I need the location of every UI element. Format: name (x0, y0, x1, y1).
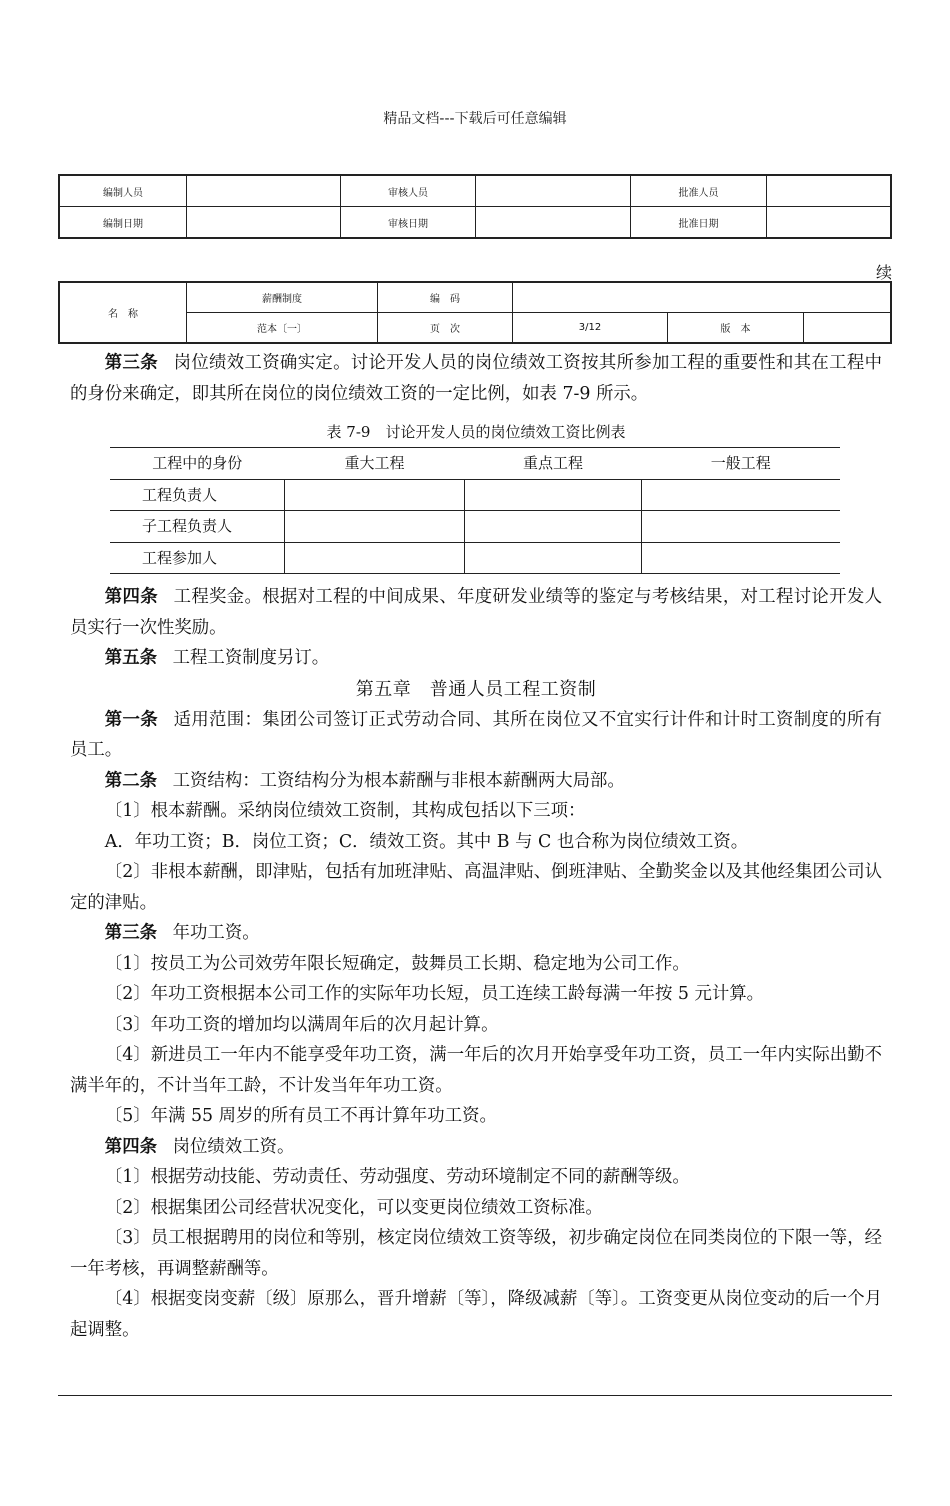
paragraph (70, 705, 882, 766)
paragraph: 〔5〕年满 55 周岁的所有员工不再计算年功工资。 (104, 1106, 497, 1126)
footer-divider (58, 1395, 892, 1396)
continued-mark: 续 (875, 263, 892, 282)
code-label: 编 码 (378, 282, 513, 313)
article-number: 第五条 (104, 648, 157, 668)
header-general: 一般工程 (642, 448, 841, 480)
chapter-heading: 第五章 普通人员工程工资制 (355, 678, 597, 700)
code-value (513, 282, 892, 313)
article-number: 第四条 (104, 1136, 157, 1157)
paragraph (70, 348, 882, 409)
paragraph: 〔3〕员工根据聘用的岗位和等别，核定岗位绩效工资等级，初步确定岗位在同类岗位的下限一等，经一年考核，再调整薪酬等。 (70, 1228, 882, 1279)
cell-prep-date-label: 编制日期 (59, 207, 187, 239)
paragraph: A．年功工资；B．岗位工资；C．绩效工资。其中 B 与 C 也合称为岗位绩效工资。 (104, 831, 749, 852)
page-label: 页 次 (378, 313, 513, 344)
article-number: 第三条 (104, 353, 158, 373)
cell-preparer-label: 编制人员 (59, 175, 187, 207)
version-value (804, 313, 892, 344)
paragraph: 〔1〕按员工为公司效劳年限长短确定，鼓舞员工长期、稳定地为公司工作。 (104, 953, 690, 974)
cell (642, 542, 841, 574)
cell-review-date-label: 审核日期 (341, 207, 476, 239)
article-text: 岗位绩效工资。 (172, 1136, 295, 1157)
name-value-1: 薪酬制度 (187, 282, 378, 313)
paragraph: 〔1〕根据劳动技能、劳动责任、劳动强度、劳动环境制定不同的薪酬等级。 (104, 1167, 690, 1187)
table-row (110, 479, 840, 511)
article-text: 年功工资。 (172, 923, 260, 943)
cell-approver-value (767, 175, 892, 207)
approval-row-preparer (59, 175, 891, 207)
paragraph (70, 1132, 882, 1163)
cell (465, 542, 642, 574)
header-key: 重点工程 (465, 448, 642, 480)
paragraph: 〔3〕年功工资的增加均以满周年后的次月起计算。 (104, 1014, 499, 1035)
paragraph (70, 766, 882, 797)
paragraph (70, 643, 882, 674)
paragraph: 〔1〕根本薪酬。采纳岗位绩效工资制，其构成包括以下三项： (104, 801, 586, 821)
table-row (110, 542, 840, 574)
paragraph: 〔4〕新进员工一年内不能享受年功工资，满一年后的次月开始享受年功工资，员工一年内实际出勤不满半年的，不计当年工龄，不计发当年年功工资。 (70, 1045, 882, 1096)
cell (642, 511, 841, 543)
cell-approve-date-value (767, 207, 892, 239)
header-role: 工程中的身份 (110, 448, 285, 480)
approval-row-dates (59, 207, 891, 239)
name-label: 名 称 (59, 282, 187, 343)
document-header-title: 精品文档---下载后可任意编辑 (383, 111, 567, 127)
header-major: 重大工程 (285, 448, 465, 480)
cell-approver-label: 批准人员 (631, 175, 767, 207)
cell-approve-date-label: 批准日期 (631, 207, 767, 239)
paragraph: 〔2〕年功工资根据本公司工作的实际年功长短，员工连续工龄每满一年按 5 元计算。 (104, 984, 765, 1004)
article-number: 第四条 (104, 587, 158, 607)
article-number: 第一条 (104, 709, 158, 730)
article-number: 第三条 (104, 923, 157, 943)
table-caption: 表 7-9 讨论开发人员的岗位绩效工资比例表 (326, 423, 626, 441)
article-text: 工资结构：工资结构分为根本薪酬与非根本薪酬两大局部。 (172, 770, 625, 791)
cell-prep-date-value (187, 207, 341, 239)
document-body (70, 348, 882, 1345)
article-text: 工程工资制度另订。 (172, 648, 330, 668)
article-text: 工程奖金。根据对工程的中间成果、年度研发业绩等的鉴定与考核结果，对工程讨论开发人员实行一次性奖励。 (70, 587, 882, 638)
cell (285, 542, 465, 574)
approval-table (58, 174, 892, 239)
paragraph: 〔2〕根据集团公司经营状况变化，可以变更岗位绩效工资标准。 (104, 1197, 603, 1218)
paragraph (70, 582, 882, 643)
paragraph (70, 918, 882, 949)
paragraph: 〔4〕根据变岗变薪〔级〕原那么，晋升增薪〔等〕，降级减薪〔等〕。工资变更从岗位变动的后一个月起调整。 (70, 1289, 882, 1340)
row-label: 子工程负责人 (110, 511, 285, 543)
article-text: 适用范围：集团公司签订正式劳动合同、其所在岗位又不宜实行计件和计时工资制度的所有员工。 (70, 709, 882, 760)
article-number: 第二条 (104, 770, 157, 791)
cell (285, 511, 465, 543)
article-text: 岗位绩效工资确实定。讨论开发人员的岗位绩效工资按其所参加工程的重要性和其在工程中的身份来确定，即其所在岗位的岗位绩效工资的一定比例，如表 7-9 所示。 (70, 353, 882, 404)
cell (285, 479, 465, 511)
cell (642, 479, 841, 511)
document-info-table (58, 281, 892, 344)
ratio-table-header (110, 448, 840, 480)
paragraph: 〔2〕非根本薪酬，即津贴，包括有加班津贴、高温津贴、倒班津贴、全勤奖金以及其他经集团公司认定的津贴。 (70, 862, 882, 913)
cell-review-date-value (476, 207, 631, 239)
page-value: 3/12 (513, 313, 668, 344)
row-label: 工程负责人 (110, 479, 285, 511)
cell (465, 511, 642, 543)
cell-preparer-value (187, 175, 341, 207)
name-value-2: 范本〔一〕 (187, 313, 378, 344)
version-label: 版 本 (668, 313, 804, 344)
ratio-table (110, 447, 840, 574)
cell-reviewer-value (476, 175, 631, 207)
row-label: 工程参加人 (110, 542, 285, 574)
cell-reviewer-label: 审核人员 (341, 175, 476, 207)
cell (465, 479, 642, 511)
table-row (110, 511, 840, 543)
